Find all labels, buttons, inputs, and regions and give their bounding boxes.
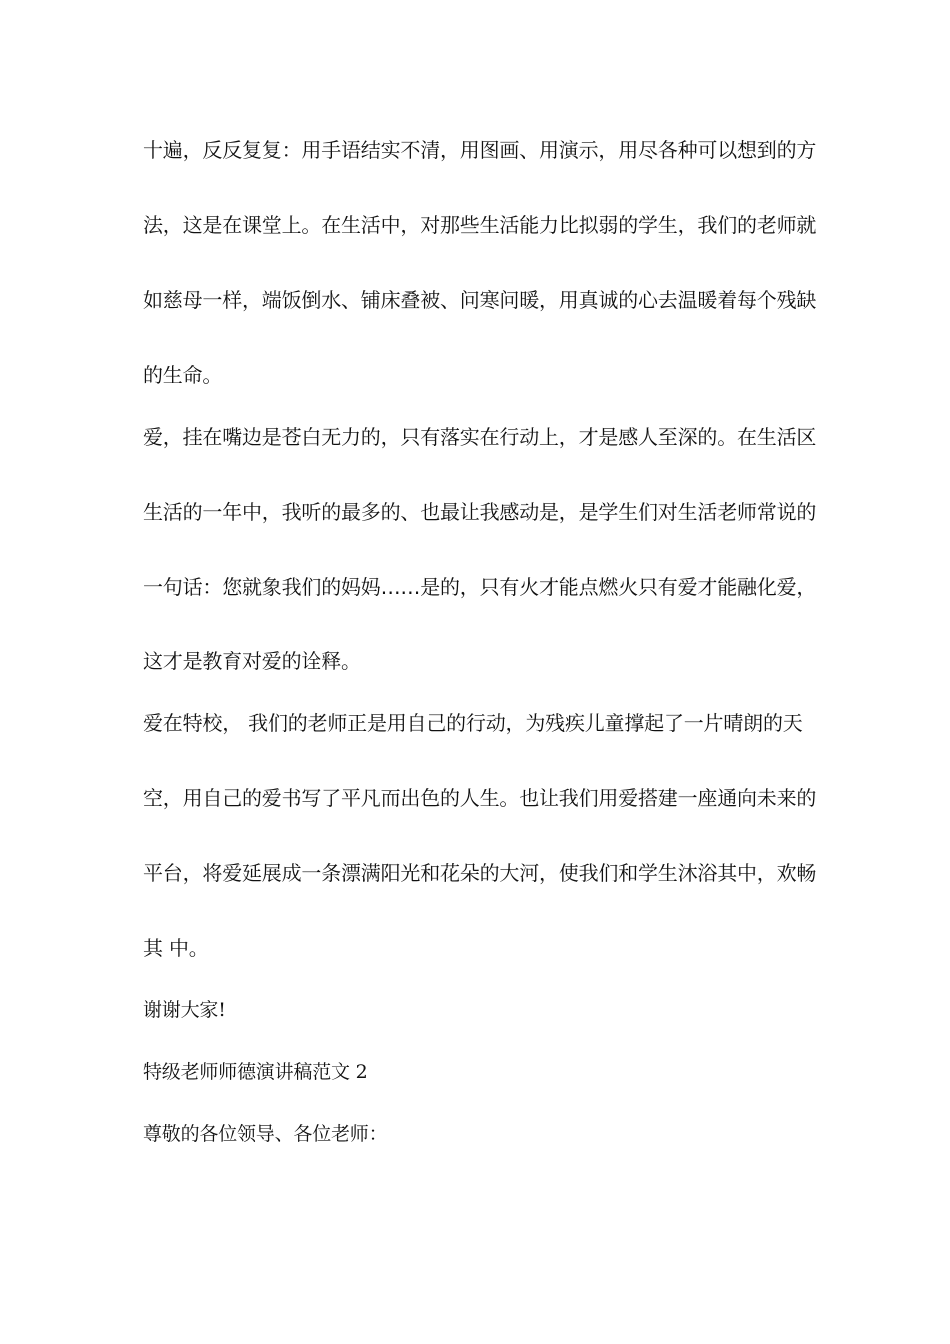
paragraph-3-line-4: 其 中。 [143, 936, 209, 960]
paragraph-1-line-2: 法，这是在课堂上。在生活中，对那些生活能力比拟弱的学生，我们的老师就 [143, 213, 817, 237]
paragraph-3-line-3: 平台，将爱延展成一条漂满阳光和花朵的大河，使我们和学生沐浴其中，欢畅 [143, 861, 817, 885]
paragraph-3-line-2: 空，用自己的爱书写了平凡而出色的人生。也让我们用爱搭建一座通向未来的 [143, 786, 817, 810]
paragraph-2-line-4: 这才是教育对爱的诠释。 [143, 649, 361, 673]
paragraph-2-line-3: 一句话：您就象我们的妈妈……是的，只有火才能点燃火只有爱才能融化爱， [143, 575, 817, 599]
paragraph-1-line-4: 的生命。 [143, 363, 223, 387]
paragraph-1-line-1: 十遍，反反复复：用手语结实不清，用图画、用演示，用尽各种可以想到的方 [143, 138, 817, 162]
salutation: 尊敬的各位领导、各位老师： [143, 1123, 388, 1145]
next-speech-title: 特级老师师德演讲稿范文 2 [143, 1061, 368, 1083]
closing-thanks: 谢谢大家! [143, 999, 226, 1021]
paragraph-2-line-2: 生活的一年中，我听的最多的、也最让我感动是，是学生们对生活老师常说的 [143, 500, 817, 524]
paragraph-1-line-3: 如慈母一样，端饭倒水、铺床叠被、问寒问暖，用真诚的心去温暖着每个残缺 [143, 288, 817, 312]
paragraph-2-line-1: 爱，挂在嘴边是苍白无力的，只有落实在行动上，才是感人至深的。在生活区 [143, 425, 817, 449]
paragraph-3-line-1: 爱在特校， 我们的老师正是用自己的行动，为残疾儿童撑起了一片晴朗的天 [143, 711, 803, 735]
